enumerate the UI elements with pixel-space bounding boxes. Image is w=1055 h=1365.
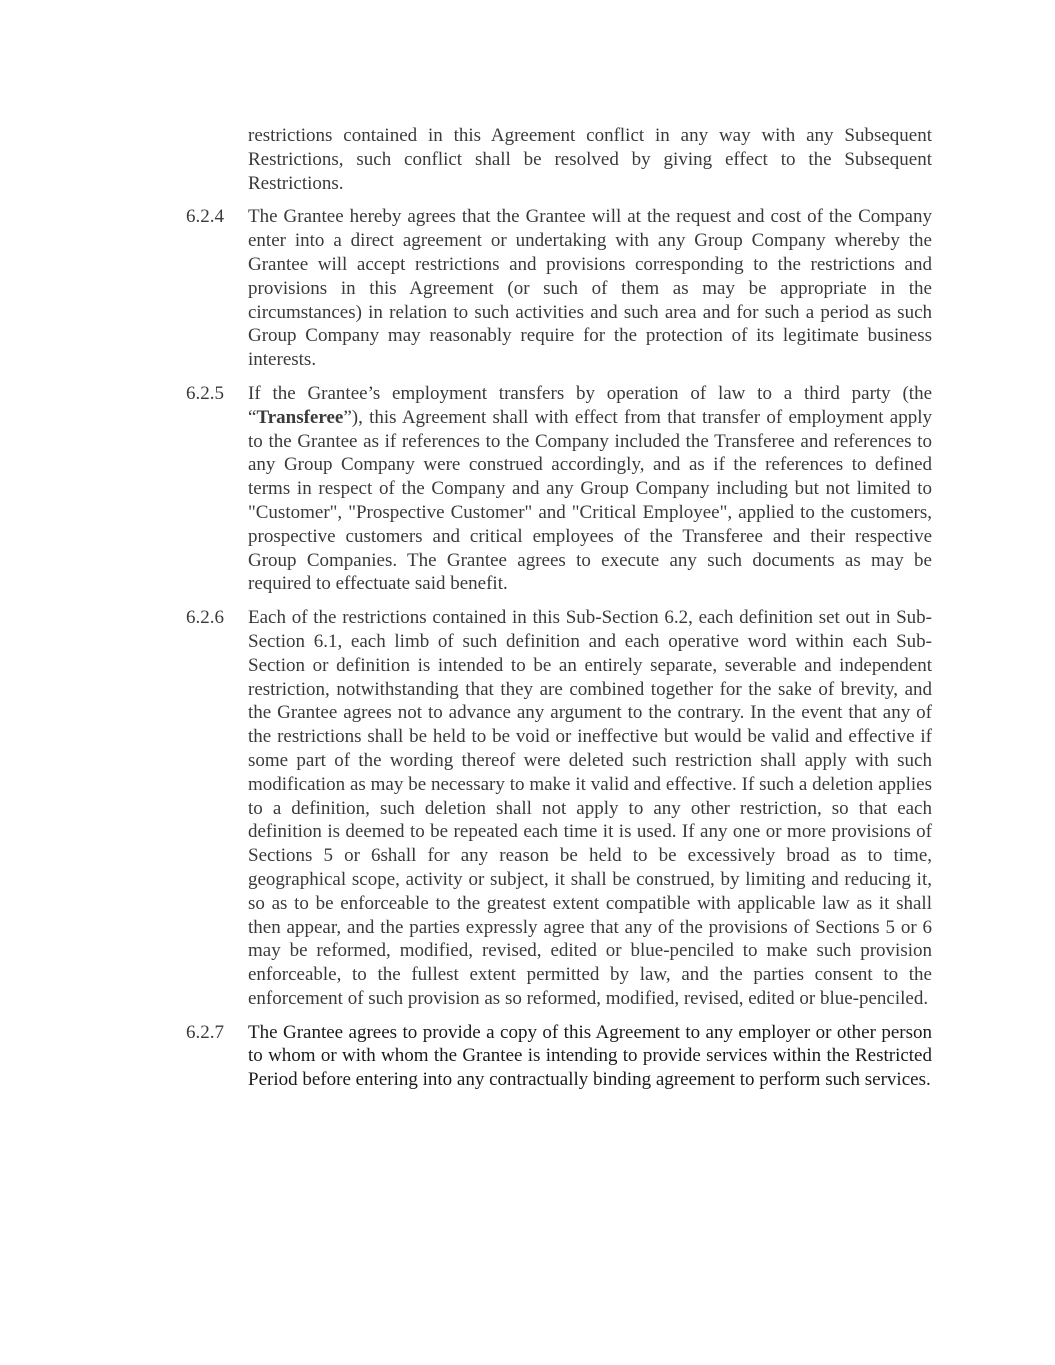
document-body — [186, 124, 932, 1102]
clause-text: The Grantee hereby agrees that the Grantee will at the request and cost of the Company enter into a direct agreement or undertaking with any Group Company whereby the Grantee will accept restrictions and provisions corresponding to the restrictions and provisions in this Agreement (or such of them as may be appropriate in the circumstances) in relation to such activities and such area and for such a period as such Group Company may reasonably require for the protection of its legitimate business interests. — [248, 206, 932, 371]
clause-text-after: ”), this Agreement shall with effect from that transfer of employment apply to the Grantee as if references to the Company included the Transferee and references to any Group Company were construed accordingly, and as if the references to defined terms in respect of the Company and any Group Company including but not limited to "Customer", "Prospective Customer" and "Critical Employee", applied to the customers, prospective customers and critical employees of the Transferee and their respective Group Companies. The Grantee agrees to execute any such documents as may be required to effectuate said benefit. — [248, 406, 932, 595]
clause-text: Each of the restrictions contained in this Sub-Section 6.2, each definition set out in Sub-Section 6.1, each limb of such definition and each operative word within each Sub-Section or definition is intended to be an entirely separate, severable and independent restriction, notwithstanding that they are combined together for the sake of brevity, and the Grantee agrees not to advance any argument to the contrary. In the event that any of the restrictions shall be held to be void or ineffective but would be valid and effective if some part of the wording thereof were deleted such restriction shall apply with such modification as may be necessary to make it valid and effective. If such a deletion applies to a definition, such deletion shall not apply to any other restriction, so that each definition is deemed to be repeated each time it is used. If any one or more provisions of Sections 5 or 6shall for any reason be held to be excessively broad as to time, geographical scope, activity or subject, it shall be construed, by limiting and reducing it, so as to be enforceable to the greatest extent compatible with applicable law as it shall then appear, and the parties expressly agree that any of the provisions of Sections 5 or 6 may be reformed, modified, revised, edited or blue-penciled to make such provision enforceable, to the fullest extent permitted by law, and the parties consent to the enforcement of such provision as so reformed, modified, revised, edited or blue-penciled. — [248, 607, 932, 1009]
clause-6-2-7 — [186, 1021, 932, 1092]
defined-term-transferee: Transferee — [256, 406, 344, 428]
continued-paragraph: restrictions contained in this Agreement conflict in any way with any Subsequent Restrictions, such conflict shall be resolved by giving effect to the Subsequent Restrictions. — [248, 125, 932, 194]
clause-6-2-4 — [186, 205, 932, 372]
clause-6-2-5 — [186, 382, 932, 596]
clause-text-before: If the Grantee’s employment transfers by operation of law to a third party (the “ — [248, 382, 932, 428]
clause-text: The Grantee agrees to provide a copy of this Agreement to any employer or other person to whom or with whom the Grantee is intending to provide services within the Restricted Period before entering into any contractually binding agreement to perform such services. — [248, 1021, 932, 1091]
clause-6-2-6 — [186, 606, 932, 1011]
clause-number: 6.2.7 — [186, 1021, 224, 1043]
clause-number: 6.2.6 — [186, 607, 224, 629]
clause-number: 6.2.4 — [186, 206, 224, 228]
clause-text — [248, 382, 932, 596]
clause-number: 6.2.5 — [186, 382, 224, 404]
